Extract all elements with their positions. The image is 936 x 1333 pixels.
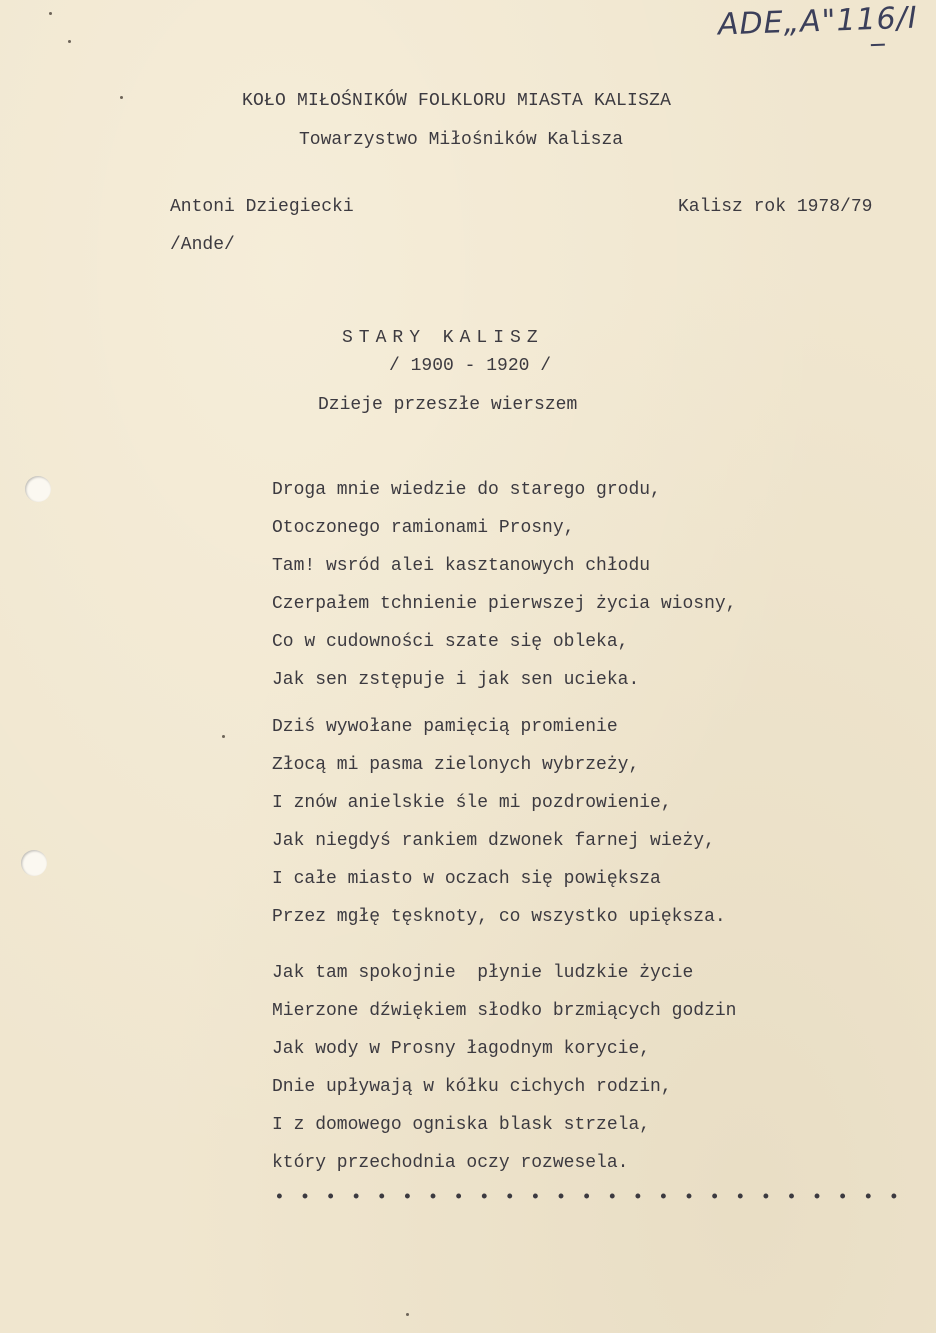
archive-signature-underline [871,44,885,46]
paper-speck [49,12,52,15]
poem-line: I całe miasto w oczach się powiększa [272,869,661,889]
poem-line: Jak wody w Prosny łagodnym korycie, [272,1039,651,1059]
punch-hole-bottom [21,850,47,876]
author-pseudonym: /Ande/ [170,235,235,255]
poem-line: I znów anielskie śle mi pozdrowienie, [272,793,672,813]
ellipsis-dot-row: • • • • • • • • • • • • • • • • • • • • • • • • • [274,1188,902,1208]
poem-line: Dnie upływają w kółku cichych rodzin, [272,1077,672,1097]
poem-line: Dziś wywołane pamięcią promienie [272,717,618,737]
poem-line: Droga mnie wiedzie do starego grodu, [272,480,661,500]
poem-line: Czerpałem tchnienie pierwszej życia wiosny, [272,594,737,614]
poem-line: Jak sen zstępuje i jak sen ucieka. [272,670,640,690]
poem-line: Mierzone dźwiękiem słodko brzmiących godzin [272,1001,737,1021]
place-and-date: Kalisz rok 1978/79 [678,197,873,217]
poem-subtitle: Dzieje przeszłe wierszem [318,395,578,415]
paper-speck [68,40,71,43]
poem-line: Jak tam spokojnie płynie ludzkie życie [272,963,694,983]
society-heading: Towarzystwo Miłośników Kalisza [299,130,624,150]
poem-line: Złocą mi pasma zielonych wybrzeży, [272,755,640,775]
poem-line: Co w cudowności szate się obleka, [272,632,629,652]
poem-line: Jak niegdyś rankiem dzwonek farnej wieży, [272,831,715,851]
poem-line: który przechodnia oczy rozwesela. [272,1153,629,1173]
paper-speck [406,1313,409,1316]
archive-signature-text: ADE„A"116/I [717,0,919,43]
poem-line: Otoczonego ramionami Prosny, [272,518,575,538]
punch-hole-top [25,476,51,502]
paper-speck [222,735,225,738]
author-name: Antoni Dziegiecki [170,197,354,217]
poem-title: STARY KALISZ [342,328,544,348]
paper-speck [120,96,123,99]
poem-years: / 1900 - 1920 / [389,356,552,376]
poem-line: I z domowego ogniska blask strzela, [272,1115,651,1135]
organization-heading: KOŁO MIŁOŚNIKÓW FOLKLORU MIASTA KALISZA [242,91,672,111]
poem-line: Tam! wsród alei kasztanowych chłodu [272,556,651,576]
archive-signature [717,1,918,43]
poem-line: Przez mgłę tęsknoty, co wszystko upiększa. [272,907,726,927]
